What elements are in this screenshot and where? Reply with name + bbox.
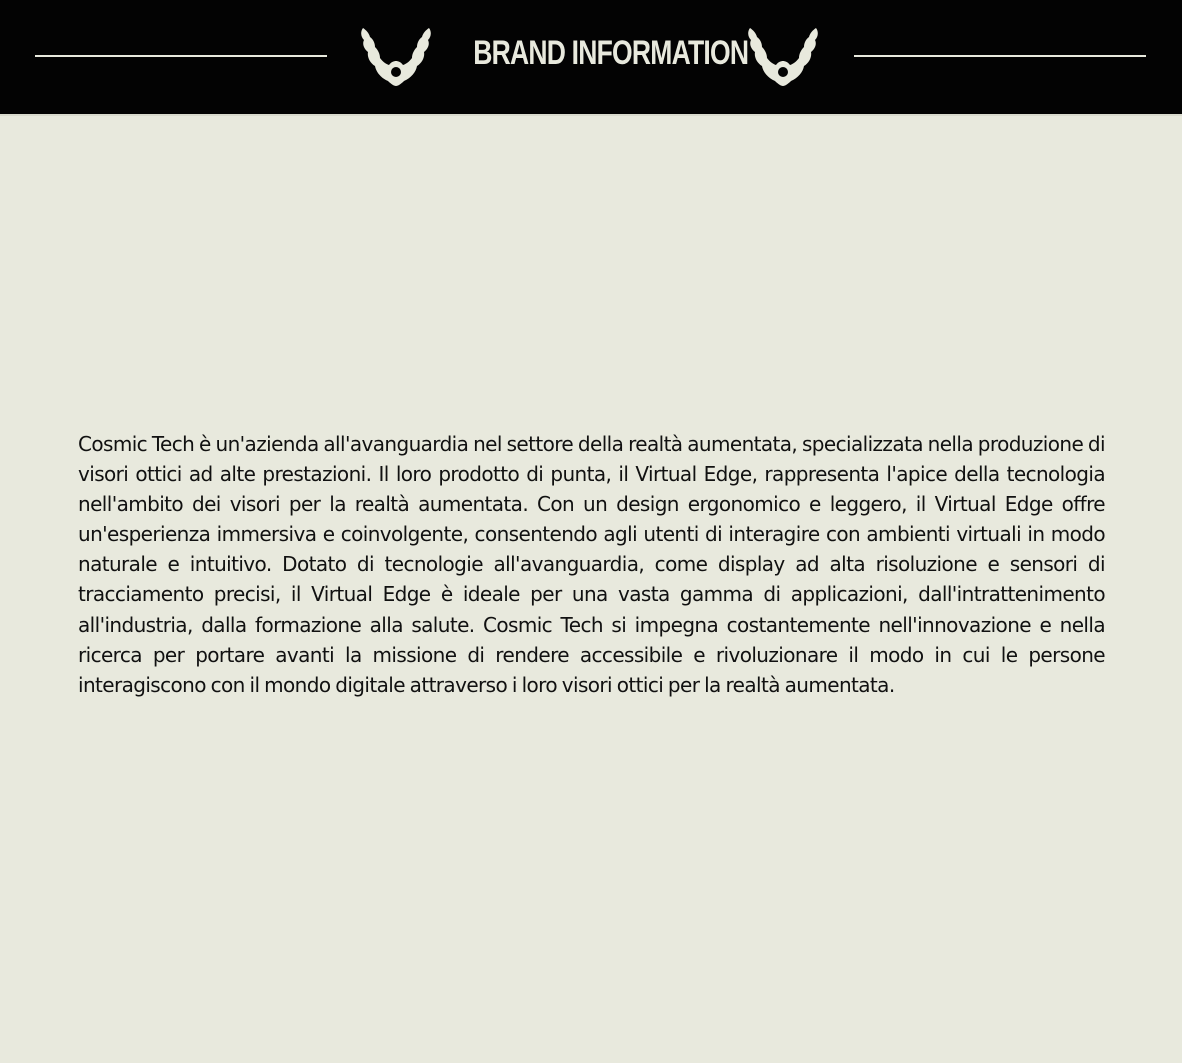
- brand-description: Cosmic Tech è un'azienda all'avanguardia nel settore della realtà aumentata, specializzata nella produzione di visori ottici ad alte prestazioni. Il loro prodotto di punta, il Virtual Edge, rappresenta l'apice della tecnologia nell'ambito dei visori per la realtà aumentata. Con un design ergonomico e leggero, il Virtual Edge offre un'esperienza immersiva e coinvolgente, consentendo agli utenti di interagire con ambienti virtuali in modo naturale e intuitivo. Dotato di tecnologie all'avanguardia, come display ad alta risoluzione e sensori di tracciamento precisi, il Virtual Edge è ideale per una vasta gamma di applicazioni, dall'intrattenimento all'industria, dalla formazione alla salute. Cosmic Tech si impegna costantemente nell'innovazione e nella ricerca per portare avanti la missione di rendere accessibile e rivoluzionare il modo in cui le persone interagiscono con il mondo digitale attraverso i loro visori ottici per la realtà aumentata.: [78, 432, 1105, 697]
- header-bar: [0, 0, 1182, 114]
- page-title: BRAND INFORMATION: [473, 34, 749, 72]
- claw-emblem-icon: [359, 26, 433, 88]
- header-rule-left: [35, 55, 327, 57]
- main-content: [0, 116, 1182, 1063]
- header-rule-right: [854, 55, 1146, 57]
- claw-emblem-icon: [746, 26, 820, 88]
